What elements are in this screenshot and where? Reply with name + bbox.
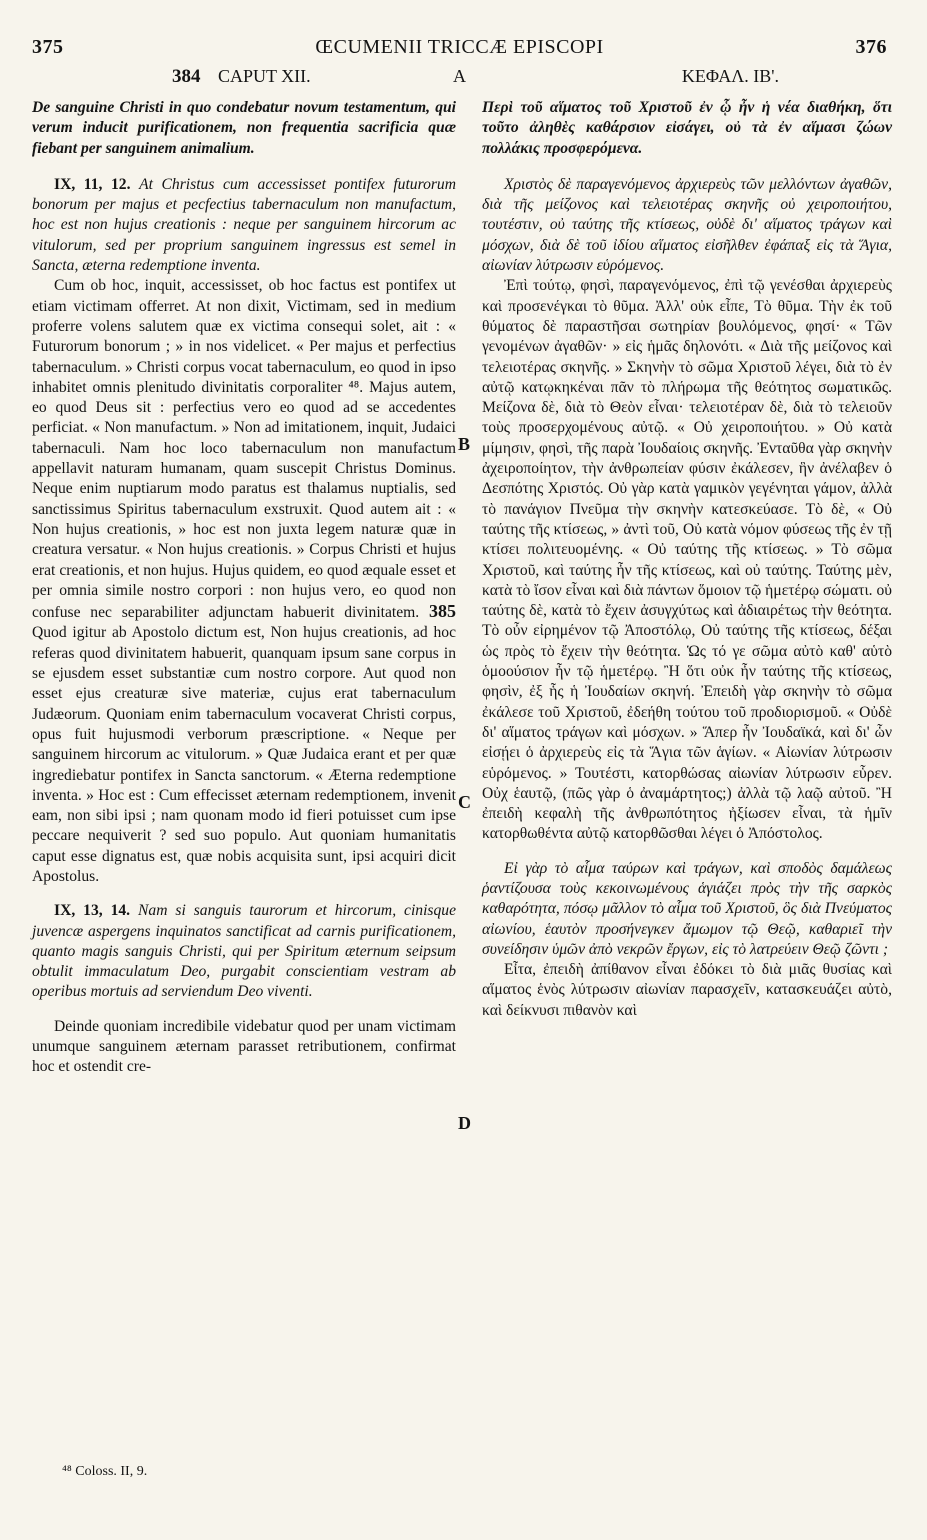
latin-column (32, 98, 456, 1078)
latin-commentary-2: Deinde quoniam incredibile videbatur quod per unam victimam unumque sanguinem æternam parasset retributionem, confirmat hoc et ostendit cre- (32, 1017, 456, 1076)
running-head (32, 36, 887, 60)
chapter-title-latin: CAPUT XII. (218, 66, 311, 86)
latin-summary: De sanguine Christi in quo condebatur novum testamentum, qui verum inducit purificationem, non frequentia sacrificia quæ fiebant per sanguinem animalium. (32, 99, 456, 157)
page-marker-385: 385 (429, 601, 456, 622)
margin-letter-a: A (453, 66, 466, 86)
margin-letter-b: B (458, 434, 471, 454)
verse-text: Nam si sanguis taurorum et hircorum, cinisque juvencæ aspergens inquinatos sanctificat ad carnis purificationem, quanto magis sanguis Christi, qui per Spiritum æternum seipsum obtulit immaculatum Deo, purgabit conscientiam vestram ab operibus mortuis ad serviendum Deo viventi. (32, 902, 456, 1001)
page-number-right: 376 (855, 36, 887, 58)
chapter-heading (32, 66, 887, 90)
latin-verse-2 (32, 901, 456, 1002)
greek-verse-2: Εἰ γὰρ τὸ αἷμα ταύρων καὶ τράγων, καὶ σποδὸς δαμάλεως ῥαντίζουσα τοὺς κεκοινωμένους ἁγιάζει πρὸς τὴν τῆς σαρκὸς καθαρότητα, πόσῳ μᾶλλον τὸ αἷμα τοῦ Χριστοῦ, ὃς διὰ Πνεύματος αἰωνίου, ἑαυτὸν προσήνεγκεν ἄμωμον τῷ Θεῷ, καθαριεῖ τὴν συνείδησιν ὑμῶν ἀπὸ νεκρῶν ἔργων, εἰς τὸ λατρεύειν Θεῷ ζῶντι ; (482, 859, 892, 958)
verse-reference: IX, 11, 12. (54, 175, 131, 193)
greek-verse-1: Χριστὸς δὲ παραγενόμενος ἀρχιερεὺς τῶν μελλόντων ἀγαθῶν, διὰ τῆς μείζονος καὶ τελειοτέρας σκηνῆς οὐ χειροποιήτου, τουτέστιν, οὐ ταύτης τῆς κτίσεως, οὐδὲ δι' αἵματος τράγων καὶ μόσχων, διὰ δὲ τοῦ ἰδίου αἵματος εἰσῆλθεν ἐφάπαξ εἰς τὰ Ἅγια, αἰωνίαν λύτρωσιν εὑρόμενος. (482, 175, 892, 275)
greek-summary: Περὶ τοῦ αἵματος τοῦ Χριστοῦ ἐν ᾧ ἦν ἡ νέα διαθήκη, ὅτι τοῦτο ἀληθὲς καθάρσιον εἰσάγει, οὐ τὰ ἐν αἵμασι ζώων πολλάκις προσφερόμενα. (482, 99, 892, 157)
latin-commentary-1 (32, 276, 456, 887)
margin-letter-c: C (458, 792, 471, 812)
page-marker: 384 (172, 66, 201, 87)
greek-column (482, 98, 892, 1021)
chapter-title-greek: ΚΕΦΑΛ. ΙΒ'. (681, 66, 779, 86)
greek-commentary-1: Ἐπὶ τούτῳ, φησὶ, παραγενόμενος, ἐπὶ τῷ γενέσθαι ἀρχιερεὺς καὶ προσενέγκαι τὸ θῦμα. Ἀλλ' οὐκ εἶπε, Τὸ θῦμα. Τὴν ἐκ τοῦ θύματος δὲ παραστῆσαι σωτηρίαν βουλόμενος, φησί· « Τῶν γενομένων ἀγαθῶν· » εἰς ἡμᾶς δηλονότι. « Διὰ τῆς μείζονος καὶ τελειοτέρας σκηνῆς. » Σκηνὴν τὸ σῶμα Χριστοῦ λέγει, διὰ τὸ ἐν αὐτῷ κατῳκηκέναι πᾶν τὸ πλήρωμα τῆς θεότητος σωματικῶς. Μείζονα δὲ, διὰ τὸ Θεὸν εἶναι· τελειοτέραν δὲ, διὰ τὸ τελειοῦν τοὺς προσερχομένους αὐτῷ. « Οὐ χειροποιήτου. » Οὐ κατὰ μίμησιν, φησὶ, τῆς παρὰ Ἰουδαίοις σκηνῆς. Ἐνταῦθα γὰρ σκηνὴν ἀχειροποίητον, τὴν ἀνθρωπείαν φύσιν ἐκάλεσεν, ἣν ἀνέλαβεν ὁ Δεσπότης Χριστός. Οὐ γὰρ κατὰ γαμικὸν γεγένηται γάμον, ἀλλὰ τὸ πανάγιον Πνεῦμα τὴν σκηνὴν κατεσκεύασε. Τὸ δὲ, « Οὐ ταύτης τῆς κτίσεως, » ἀντὶ τοῦ, Οὐ κατὰ νόμον φύσεως τῆς ἐν τῇ κτίσει πολιτευομένης. « Οὐ ταύτης τῆς κτίσεως. » Τὸ σῶμα Χριστοῦ, καὶ ταύτης ἦν τῆς κτίσεως, καὶ οὐ ταύτης. Ταύτης μὲν, κατὰ τὸ ἴσον εἶναι καὶ διὰ πάντων ὅμοιον τῷ ἡμετέρῳ σώματι. οὐ ταύτης δὲ, κατὰ τὸ ἔχειν ἀσυγχύτως καὶ ἀδιαιρέτως τὴν θεότητα. Τὸ οὖν εἰρημένον τῷ Ἀποστόλῳ, Οὐ ταύτης τῆς κτίσεως, δέξαι ὡς πρὸς τὸ ἔχειν τὴν θεότητα. Ὡς τό γε σῶμα αὐτὸ καθ' αὑτὸ ὁμοούσιον ἦν τῷ ἡμετέρῳ. Ἢ ὅτι οὐκ ἦν ταύτης τῆς κτίσεως, φησὶν, ἐξ ἧς ἡ Ἰουδαίων σκηνή. Ἐπειδὴ γὰρ σκηνὴν τὸ σῶμα ἐκάλεσε τοῦ Χριστοῦ, ἐδεήθη τούτου τοῦ προδιορισμοῦ. « Οὐδὲ δι' αἵματος τράγων καὶ μόσχων. » Ἅπερ ἦν Ἰουδαϊκά, καὶ δι' ὧν εἰσῄει ὁ ἀρχιερεὺς εἰς τὰ Ἅγια τῶν ἁγίων. « Αἰωνίαν λύτρωσιν εὑρόμενος. » Τουτέστι, κατορθώσας αἰωνίαν λύτρωσιν εὗρεν. Οὐχ ἑαυτῷ, (πῶς γὰρ ὁ ἀναμάρτητος;) ἀλλὰ τῷ λαῷ αὐτοῦ. Ἢ ἐπειδὴ κεφαλὴ τῆς ἀνθρωπότητος ἠξίωσεν εἶναι, τὰ ἡμῖν κατορθωθέντα αὐτῷ κατορθῶσθαι λέγει ὁ Ἀπόστολος. (482, 277, 892, 843)
margin-letter-d: D (458, 1113, 471, 1133)
verse-text: At Christus cum accessisset pontifex futurorum bonorum per majus et pecfectius tabernaculum non manufactum, hoc est non hujus creationis : neque per sanguinem hircorum ac vitulorum, sed per proprium sanguinem ingressus est semel in Sancta, æterna redemptione inventa. (32, 175, 456, 275)
verse-reference: IX, 13, 14. (54, 902, 131, 920)
commentary-text: Quod igitur ab Apostolo dictum est, Non hujus creationis, ad hoc referas quod divinitatem habuerit, quanquam ipsum sane corpus in se ejusdem esset substantiæ cum nostro corpore. Aut quod non esset ejus creaturæ sive materiæ, cujus erat tabernaculum Judæorum. Quoniam enim tabernaculum vocaverat Christi corpus, opus fuit hujusmodi verborum præscriptione. « Neque per sanguinem hircorum ac vitulorum. » Quæ Judaica erant et per quæ ingrediebatur pontifex in Sancta sanctorum. « Æterna redemptione inventa. » Hoc est : Cum effecisset æternam redemptionem, invenit eam, non sibi ipsi ; nam quonam modo id fieri potuisset cum ipse peccare nequiverit ? sed suo populo. Aut quoniam humanitatis caput esse dignatus est, quæ nobis acquisita sunt, ipsi acquiri dicit Apostolus. (32, 624, 456, 885)
latin-verse-1 (32, 175, 456, 276)
page-title: ŒCUMENII TRICCÆ EPISCOPI (315, 36, 604, 58)
page-number-left: 375 (32, 36, 64, 58)
commentary-text: Cum ob hoc, inquit, accessisset, ob hoc factus est pontifex ut etiam victimam offerret. At non dixit, Victimam, sed in medium proferre volens salutem quæ ex victima consequi solet, ait : « Futurorum bonorum ; » in nos videlicet. « Per majus et perfectius tabernaculum. » Christi corpus vocat tabernaculum, eo quod in ipso inhabitet omnis plenitudo divinitatis corporaliter ⁴⁸. Majus autem, eo quod Deus sit : perfectius vero eo quod ad se accedentes perficiat. « Non manufactum. » Non ad imitationem, inquit, Judaici tabernaculi. Nam hoc loco tabernaculum non manufactum appellavit naturam humanam, quam suscepit Christus Dominus. Neque enim nuptiarum modo paratus est thalamus nuptialis, sed sanctissimus Spiritus tabernaculum exstruxit. Quod autem ait : « Non hujus creationis, » hoc est non juxta legem naturæ quæ in creatura versatur. « Non hujus creationis. » Corpus Christi et hujus erat creationis, et non hujus. Hujus quidem, eo quod æquale esset et per omnia simile nostro corpori : non hujus vero, eo quod non confuse nec separabiliter adjunctam habuerit divinitatem. (32, 277, 456, 622)
greek-commentary-2: Εἶτα, ἐπειδὴ ἀπίθανον εἶναι ἐδόκει τὸ διὰ μιᾶς θυσίας καὶ αἵματος ἑνὸς λύτρωσιν αἰωνίαν παρασχεῖν, κατασκευάζει αὐτὸ, καὶ δείκνυσι πιθανὸν καὶ (482, 961, 892, 1019)
footnote: ⁴⁸ Coloss. II, 9. (62, 1464, 148, 1479)
